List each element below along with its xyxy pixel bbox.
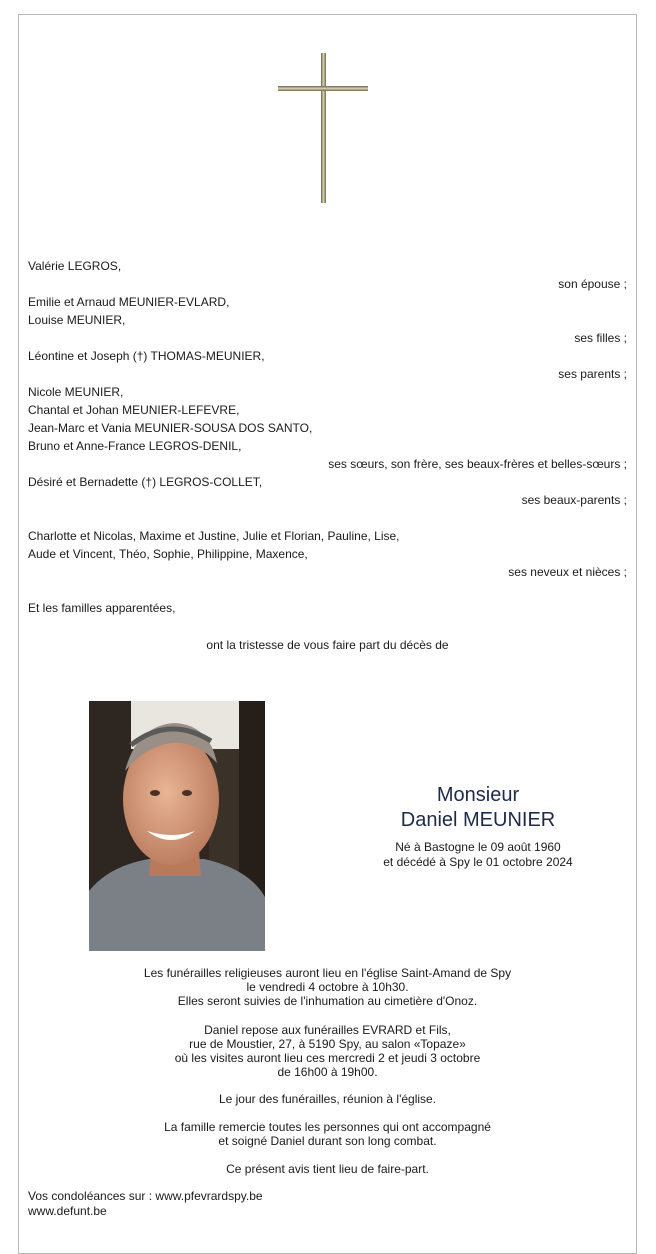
- family-relation-line: ses beaux-parents ;: [521, 493, 627, 507]
- funeral-text-line: La famille remercie toutes les personnes qui ont accompagné: [164, 1120, 491, 1134]
- family-name-line: Désiré et Bernadette (†) LEGROS-COLLET,: [28, 475, 263, 489]
- funeral-text-line: le vendredi 4 octobre à 10h30.: [246, 980, 409, 994]
- family-name-line: Léontine et Joseph (†) THOMAS-MEUNIER,: [28, 349, 265, 363]
- family-name-line: Emilie et Arnaud MEUNIER-EVLARD,: [28, 295, 230, 309]
- family-relation-line: ses parents ;: [558, 367, 627, 381]
- funeral-text-line: Le jour des funérailles, réunion à l'église.: [218, 1092, 437, 1106]
- portrait-photo: [89, 701, 265, 951]
- funeral-text-line: où les visites auront lieu ces mercredi 2 et jeudi 3 octobre: [174, 1051, 481, 1065]
- funeral-text-line: Daniel repose aux funérailles EVRARD et Fils,: [204, 1023, 451, 1037]
- family-name-line: Louise MEUNIER,: [28, 313, 126, 327]
- birth-line: Né à Bastogne le 09 août 1960: [395, 840, 561, 854]
- family-relation-line: ses filles ;: [574, 331, 627, 345]
- deceased-name: Daniel MEUNIER: [400, 809, 556, 831]
- family-name-line: Jean-Marc et Vania MEUNIER-SOUSA DOS SANTO,: [28, 421, 313, 435]
- funeral-text-line: Les funérailles religieuses auront lieu en l'église Saint-Amand de Spy: [143, 966, 512, 980]
- family-name-line: Bruno et Anne-France LEGROS-DENIL,: [28, 439, 242, 453]
- family-name-line: Valérie LEGROS,: [28, 259, 122, 273]
- death-line: et décédé à Spy le 01 octobre 2024: [383, 855, 573, 869]
- funeral-text-line: et soigné Daniel durant son long combat.: [218, 1134, 437, 1148]
- family-relation-line: ses sœurs, son frère, ses beaux-frères et belles-sœurs ;: [328, 457, 627, 471]
- announcement-text: ont la tristesse de vous faire part du décès de: [206, 638, 449, 652]
- funeral-text-line: rue de Moustier, 27, à 5190 Spy, au salon «Topaze»: [189, 1037, 466, 1051]
- family-relation-line: ses neveux et nièces ;: [508, 565, 627, 579]
- family-name-line: Chantal et Johan MEUNIER-LEFEVRE,: [28, 403, 240, 417]
- family-name-line: Et les familles apparentées,: [28, 601, 176, 615]
- cross-icon: [276, 50, 370, 206]
- deceased-title: Monsieur: [436, 784, 520, 806]
- funeral-text-line: Elles seront suivies de l'inhumation au cimetière d'Onoz.: [177, 994, 478, 1008]
- defunt-link[interactable]: www.defunt.be: [28, 1204, 107, 1218]
- family-name-line: Aude et Vincent, Théo, Sophie, Philippine, Maxence,: [28, 547, 308, 561]
- funeral-text-line: de 16h00 à 19h00.: [277, 1065, 378, 1079]
- family-name-line: Nicole MEUNIER,: [28, 385, 124, 399]
- family-relation-line: son épouse ;: [558, 277, 627, 291]
- funeral-text-line: Ce présent avis tient lieu de faire-part.: [226, 1162, 429, 1176]
- condolences-link[interactable]: Vos condoléances sur : www.pfevrardspy.be: [28, 1189, 263, 1203]
- family-name-line: Charlotte et Nicolas, Maxime et Justine, Julie et Florian, Pauline, Lise,: [28, 529, 400, 543]
